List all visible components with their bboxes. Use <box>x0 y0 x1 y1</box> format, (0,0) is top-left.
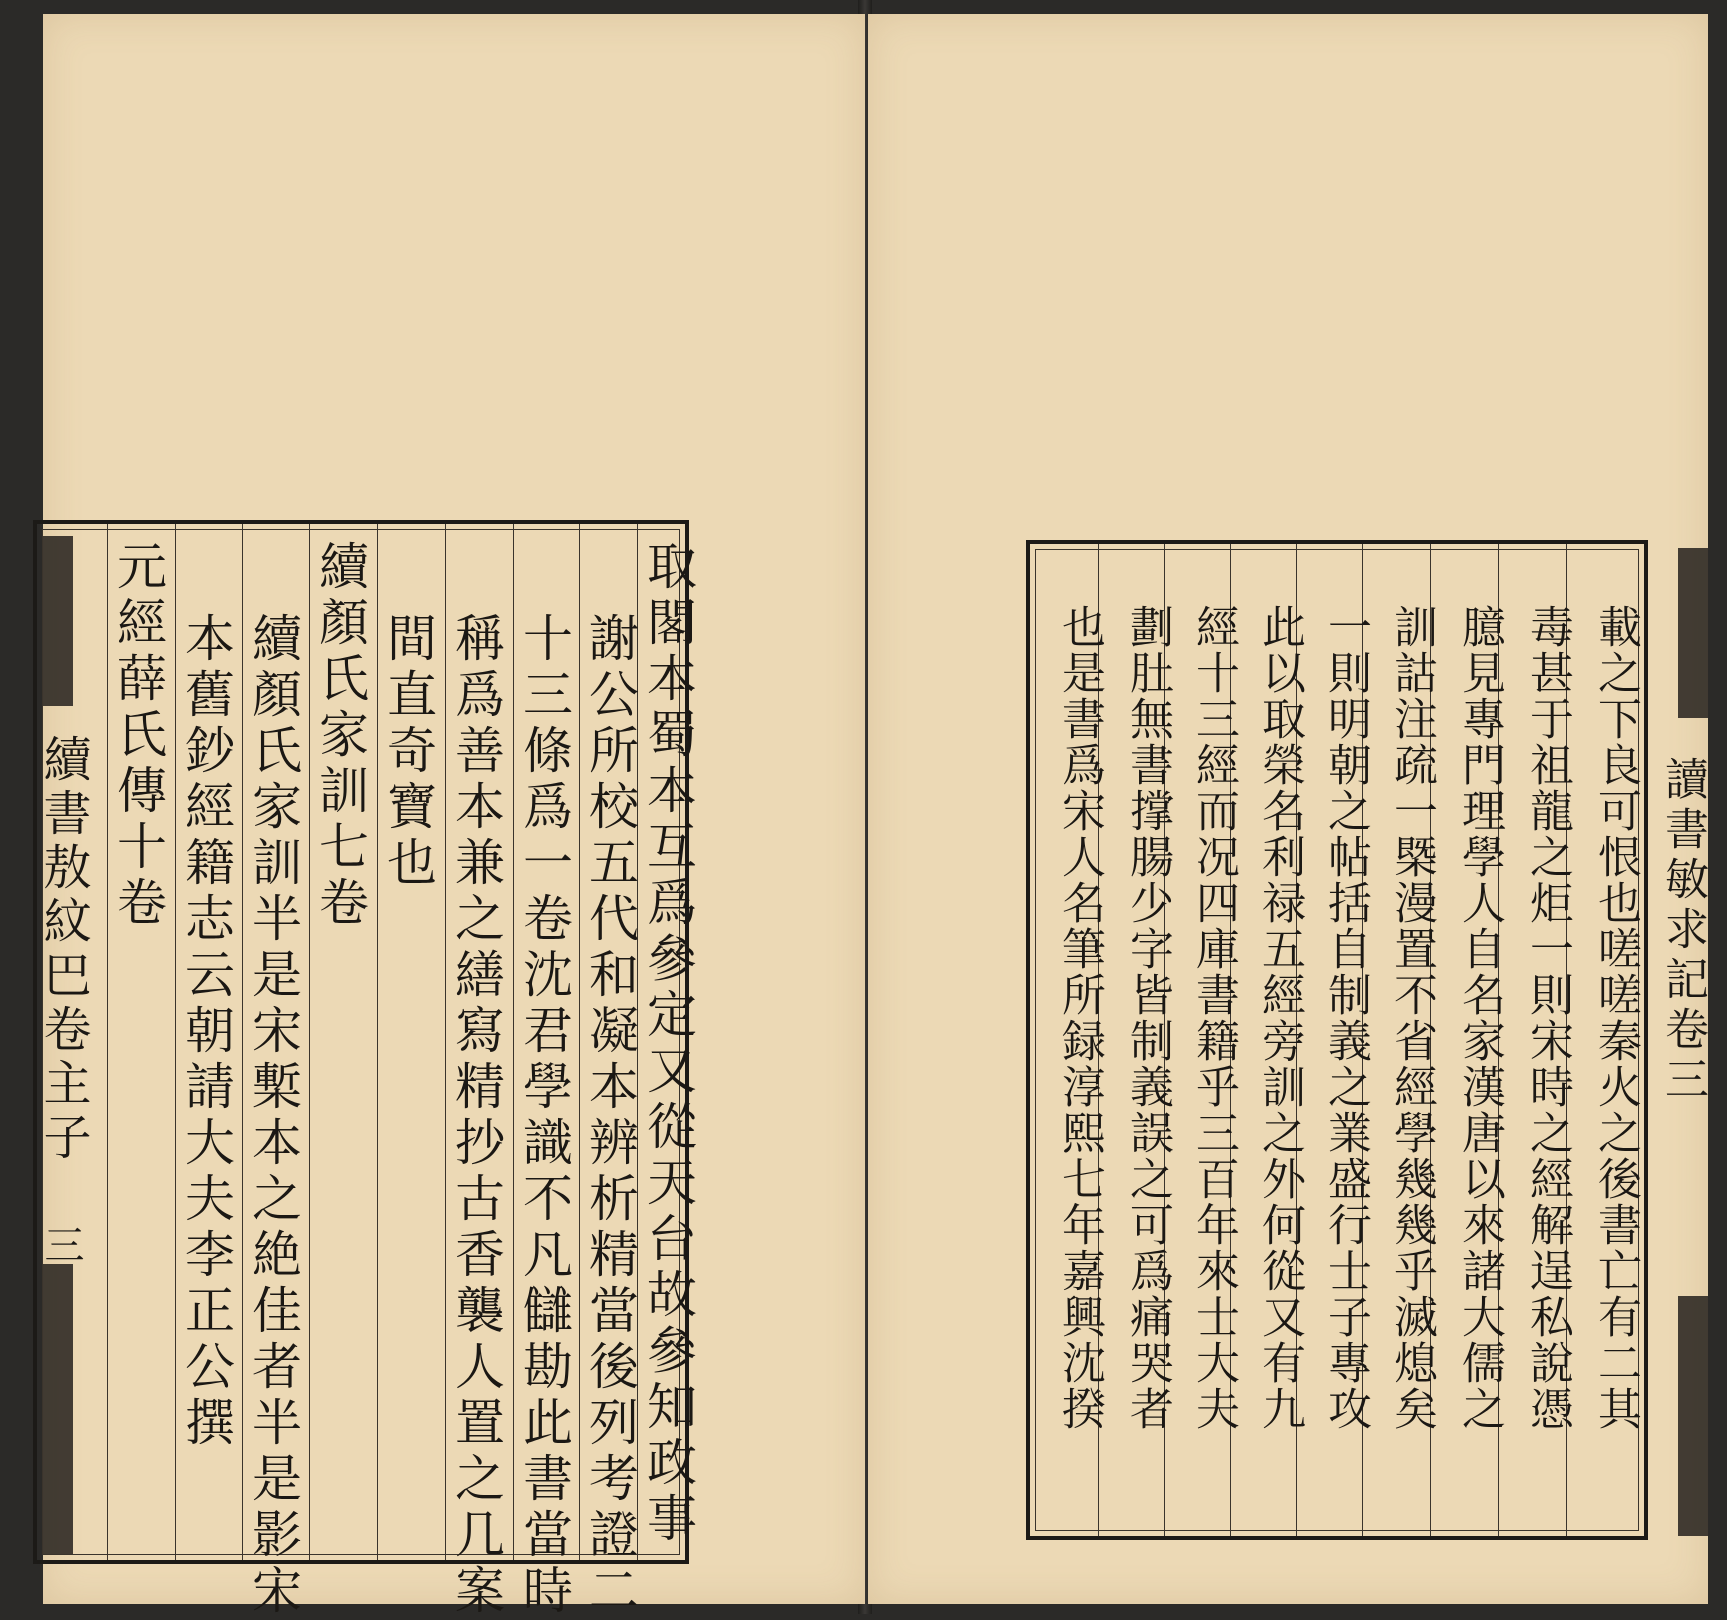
right-margin-title: 讀書敏求記卷三 <box>1657 756 1708 1106</box>
column-rule <box>242 524 243 1560</box>
text-column-8: 本舊鈔經籍志云朝請大夫李正公撰 <box>177 612 235 1452</box>
left-page <box>35 14 865 1620</box>
right-fishtail-ornament <box>1678 1296 1708 1536</box>
text-column-9: 也是書爲宋人名筆所録淳熙七年嘉興沈揆 <box>1054 604 1105 1432</box>
text-column-3: 十三條爲一卷沈君學識不凡讎勘此書當時 <box>515 612 573 1620</box>
left-margin-title: 續書敖紋巴卷主子 <box>35 734 91 1166</box>
left-folio-number: 三 <box>38 1224 84 1270</box>
column-rule <box>513 524 514 1560</box>
right-page <box>868 14 1708 1604</box>
column-rule <box>445 524 446 1560</box>
entry-heading-column: 元經薛氏傳十卷 <box>109 540 167 932</box>
column-rule <box>107 524 108 1560</box>
column-rule <box>579 524 580 1560</box>
text-column-2: 謝公所校五代和凝本辨析精當後列考證二 <box>581 612 639 1620</box>
left-text-frame <box>33 520 697 1620</box>
text-column-8: 劃肚無書撑腸少字皆制義誤之可爲痛哭者 <box>1122 604 1173 1432</box>
text-column-1: 載之下良可恨也嗟嗟秦火之後書亡有二其 <box>1590 604 1641 1432</box>
entry-heading-column: 續顏氏家訓七卷 <box>311 540 369 932</box>
text-column-2: 毒甚于祖龍之炬一則宋時之經解逞私說憑 <box>1522 604 1573 1432</box>
column-rule <box>309 524 310 1560</box>
text-column-5: 一則明朝之帖括自制義之業盛行士子專攻 <box>1320 604 1371 1432</box>
text-column-7: 續顏氏家訓半是宋槧本之絶佳者半是影宋 <box>244 612 302 1620</box>
left-fishtail-ornament <box>43 536 73 706</box>
text-column-4: 訓詁注疏一槩漫置不省經學幾幾乎滅熄矣 <box>1386 604 1437 1432</box>
right-text-frame <box>1026 540 1648 1540</box>
text-column-5: 間直奇寶也 <box>379 612 437 892</box>
text-column-7: 經十三經而况四庫書籍乎三百年來士大夫 <box>1188 604 1239 1432</box>
text-column-3: 臆見專門理學人自名家漢唐以來諸大儒之 <box>1454 604 1505 1432</box>
text-column-1: 取閣本蜀本互爲參定又從天台故參知政事 <box>639 540 697 1548</box>
right-fishtail-ornament <box>1678 548 1708 718</box>
column-rule <box>175 524 176 1560</box>
text-column-4: 稱爲善本兼之繕寫精抄古香襲人置之几案 <box>447 612 505 1620</box>
column-rule <box>377 524 378 1560</box>
text-column-6: 此以取榮名利禄五經旁訓之外何從又有九 <box>1254 604 1305 1432</box>
left-fishtail-ornament <box>43 1264 73 1554</box>
